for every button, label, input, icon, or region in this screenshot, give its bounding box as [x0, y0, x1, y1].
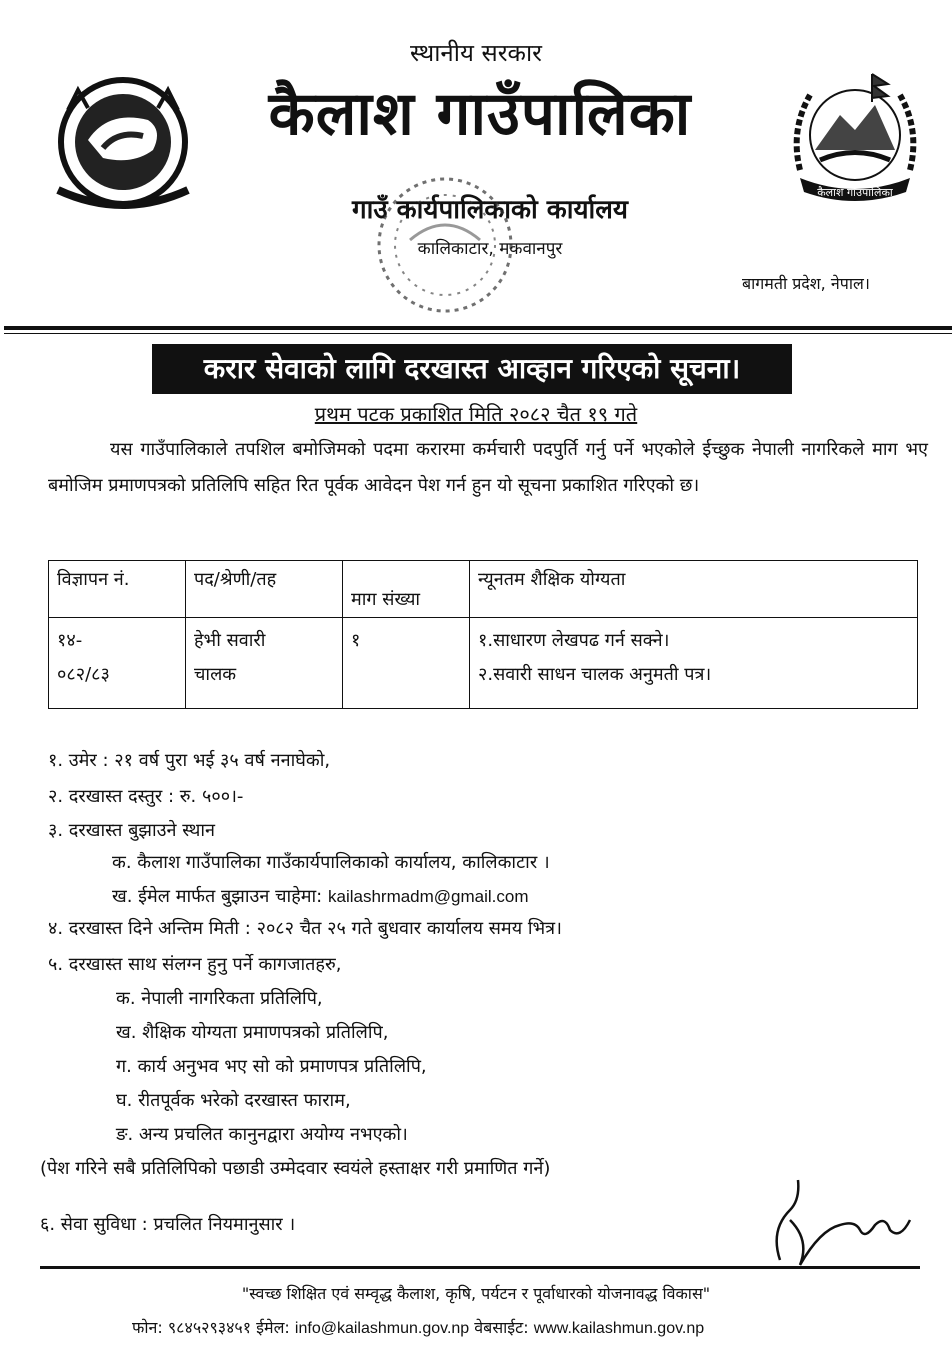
condition-fee: २. दरखास्त दस्तुर : रु. ५००।- [48, 786, 244, 807]
header-divider [4, 326, 952, 330]
vacancy-table [48, 560, 918, 709]
cell-qualification [470, 618, 918, 709]
footer-contact [132, 1316, 932, 1338]
submit-email-label: ख. ईमेल मार्फत बुझाउन चाहेमा: [112, 886, 323, 907]
documents-note: (पेश गरिने सबै प्रतिलिपिको पछाडी उम्मेदवार स्वयंले हस्ताक्षर गरी प्रमाणित गर्ने) [40, 1158, 551, 1179]
post-line1: हेभी सवारी [194, 630, 266, 651]
header-ad-no: विज्ञापन नं. [49, 561, 186, 618]
footer-website[interactable]: www.kailashmun.gov.np [533, 1320, 705, 1337]
qual-line1: १.साधारण लेखपढ गर्न सक्ने। [478, 630, 670, 651]
document-citizenship: क. नेपाली नागरिकता प्रतिलिपि, [116, 988, 323, 1009]
signature [760, 1170, 920, 1280]
office-name: गाउँ कार्यपालिकाको कार्यालय [352, 195, 628, 225]
notice-intro: यस गाउँपालिकाले तपशिल बमोजिमको पदमा करारमा कर्मचारी पदपुर्ति गर्नु पर्ने भएकोले ईच्छुक नेपाली नागरिकले माग भए बमोजिम प्रमाणपत्रको प्रतिलिपि सहित रित पूर्वक आवेदन पेश गर्न हुन यो सूचना प्रकाशित गरिएको छ। [48, 439, 928, 496]
condition-age: १. उमेर : २१ वर्ष पुरा भई ३५ वर्ष ननाघेको, [48, 750, 331, 771]
header-post: पद/श्रेणी/तह [186, 561, 343, 618]
footer-divider [40, 1266, 920, 1269]
cell-ad-no [49, 618, 186, 709]
phone-number[interactable]: ९८४५२९३४५१ [167, 1318, 252, 1337]
condition-documents: ५. दरखास्त साथ संलग्न हुनु पर्ने कागजातहरु, [48, 954, 342, 975]
table-header-row [49, 561, 918, 618]
submit-option-email [112, 884, 529, 908]
municipality-logo-icon [780, 60, 930, 210]
header-divider-thin [4, 333, 952, 334]
notice-title: करार सेवाको लागि दरखास्त आव्हान गरिएको सूचना। [152, 344, 792, 394]
ad-no-line2: ०८२/८३ [57, 664, 110, 685]
document-application-form: घ. रीतपूर्वक भरेको दरखास्त फाराम, [116, 1090, 351, 1111]
submit-email-address[interactable]: kailashrmadm@gmail.com [327, 887, 529, 906]
footer-motto: "स्वच्छ शिक्षित एवं सम्वृद्ध कैलाश, कृषि, पर्यटन र पूर्वाधारको योजनावद्ध विकास" [241, 1284, 711, 1303]
publish-date: प्रथम पटक प्रकाशित मिति २०८२ चैत १९ गते [314, 402, 638, 426]
province-label: बागमती प्रदेश, नेपाल। [742, 274, 870, 293]
office-address: कालिकाटार, मकवानपुर [417, 239, 563, 259]
condition-facility: ६. सेवा सुविधा : प्रचलित नियमानुसार । [40, 1214, 296, 1235]
footer-email[interactable]: info@kailashmun.gov.np [294, 1320, 470, 1337]
qual-line2: २.सवारी साधन चालक अनुमती पत्र। [478, 664, 712, 685]
header-qualification: न्यूनतम शैक्षिक योग्यता [470, 561, 918, 618]
ad-no-line1: १४- [57, 630, 83, 651]
municipality-title: कैलाश गाउँपालिका [268, 79, 692, 149]
document-eligibility: ङ. अन्य प्रचलित कानुनद्वारा अयोग्य नभएको। [116, 1124, 408, 1145]
email-label: ईमेल: [256, 1318, 290, 1337]
table-row [49, 618, 918, 709]
phone-label: फोन: [132, 1318, 163, 1337]
website-label: वेबसाईट: [474, 1318, 529, 1337]
document-education: ख. शैक्षिक योग्यता प्रमाणपत्रको प्रतिलिपि, [116, 1022, 389, 1043]
cell-count: १ [343, 618, 470, 709]
nepal-emblem-icon [48, 70, 198, 220]
header-count: माग संख्या [343, 561, 470, 618]
cell-post [186, 618, 343, 709]
document-experience: ग. कार्य अनुभव भए सो को प्रमाणपत्र प्रतिलिपि, [116, 1056, 427, 1077]
condition-submit-place: ३. दरखास्त बुझाउने स्थान [48, 820, 216, 841]
condition-deadline: ४. दरखास्त दिने अन्तिम मिती : २०८२ चैत २५ गते बुधवार कार्यालय समय भित्र। [48, 918, 562, 939]
logo-caption: कैलाश गाउँपालिका [817, 186, 893, 199]
post-line2: चालक [194, 664, 237, 685]
submit-option-office: क. कैलाश गाउँपालिका गाउँकार्यपालिकाको कार्यालय, कालिकाटार । [112, 852, 550, 873]
local-government-label: स्थानीय सरकार [410, 39, 542, 67]
